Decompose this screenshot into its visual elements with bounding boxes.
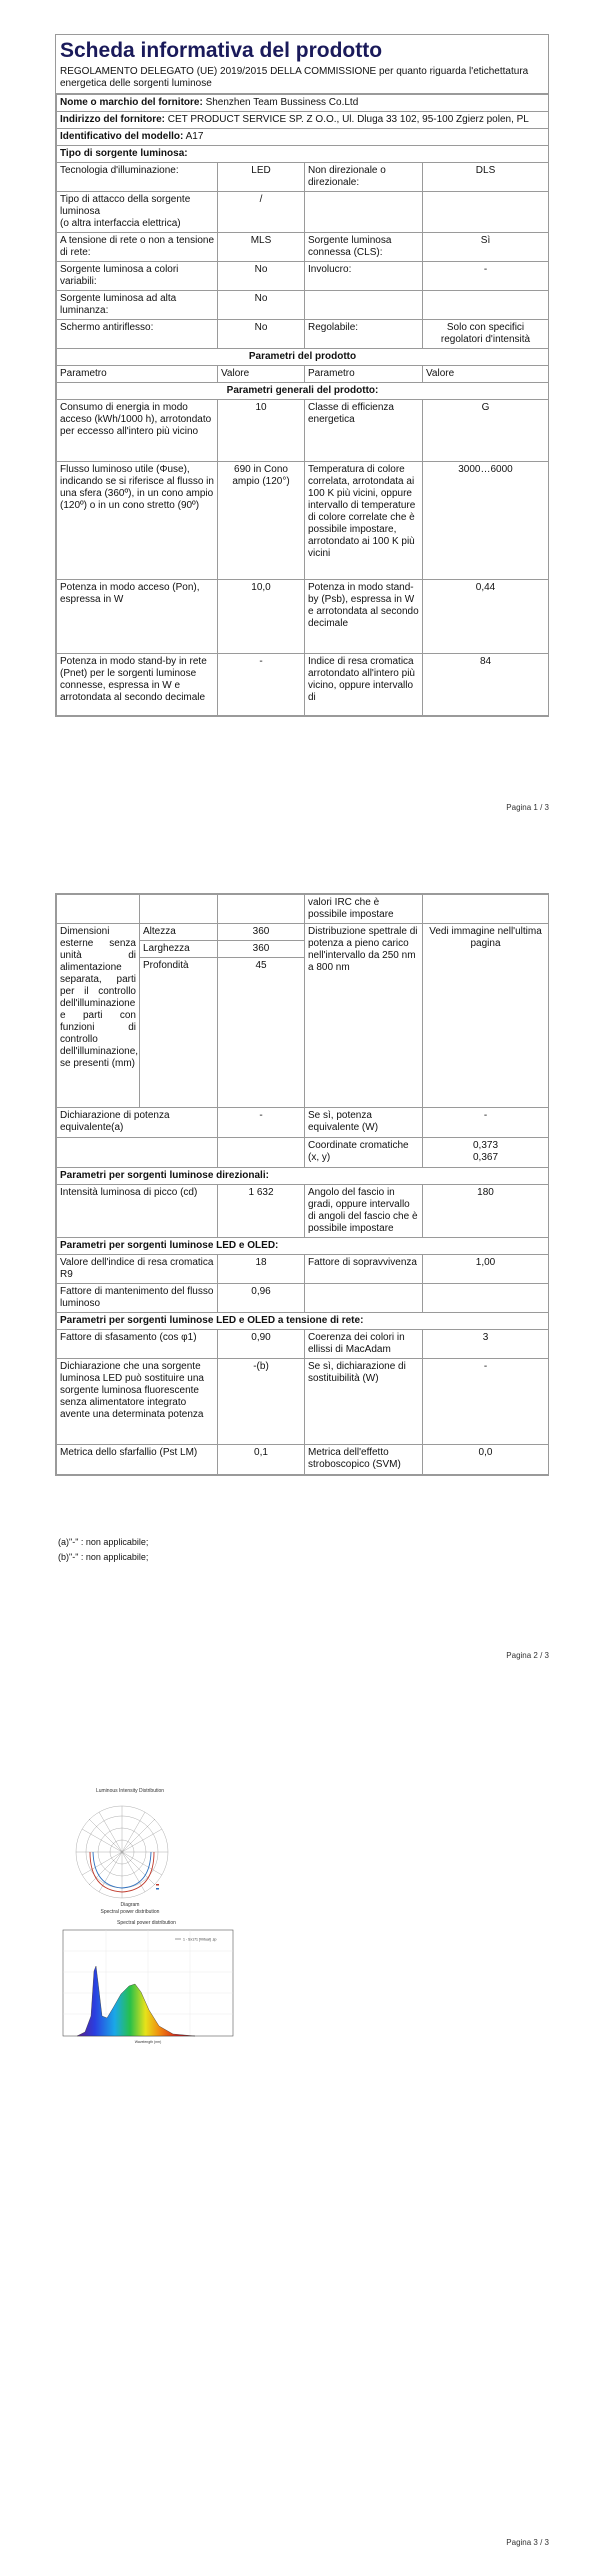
tech-row <box>57 163 549 192</box>
page-1 <box>0 0 603 820</box>
r9-value: 18 <box>218 1255 305 1284</box>
polar-chart <box>60 1780 200 1920</box>
spd-xlabel: Wavelength (nm) <box>134 2040 162 2044</box>
tech-value: LED <box>218 163 305 192</box>
value-header-2: Valore <box>423 366 549 383</box>
stroboscopic-label: Metrica dell'effetto stroboscopico (SVM) <box>305 1445 423 1475</box>
cls-label: Sorgente luminosa connessa (CLS): <box>305 233 423 262</box>
flux-label: Flusso luminoso utile (Φuse), indicando se si riferisce al flusso in una sfera (360º), in un cono ampio (120º) o in un cono stretto (90º) <box>57 462 218 580</box>
chromaticity-row <box>57 1138 549 1168</box>
cri-value: 84 <box>423 654 549 716</box>
depth-value: 45 <box>218 958 305 1108</box>
power-factor-value: 0,90 <box>218 1330 305 1359</box>
peak-row <box>57 1185 549 1238</box>
high-luminance-label: Sorgente luminosa ad alta luminanza: <box>57 291 218 320</box>
power-row <box>57 580 549 654</box>
height-label: Altezza <box>140 924 218 941</box>
page-number-1: Pagina 1 / 3 <box>506 803 549 812</box>
maintenance-value: 0,96 <box>218 1284 305 1313</box>
high-luminance-row <box>57 291 549 320</box>
survival-value: 1,00 <box>423 1255 549 1284</box>
high-luminance-value: No <box>218 291 305 320</box>
dimmable-label: Regolabile: <box>305 320 423 349</box>
mains-title-row <box>57 1313 549 1330</box>
width-label: Larghezza <box>140 941 218 958</box>
tech-label: Tecnologia d'illuminazione: <box>57 163 218 192</box>
page-number-2: Pagina 2 / 3 <box>506 1651 549 1660</box>
flicker-row <box>57 1445 549 1475</box>
color-row <box>57 262 549 291</box>
network-power-value: - <box>218 654 305 716</box>
energy-label: Consumo di energia in modo acceso (kWh/1000 h), arrotondato per eccesso all'intero più vicino <box>57 400 218 462</box>
cls-value: Sì <box>423 233 549 262</box>
mains-row <box>57 233 549 262</box>
height-value: 360 <box>218 924 305 941</box>
model-row <box>57 129 549 146</box>
equivalent-watt-label: Se sì, potenza equivalente (W) <box>305 1108 423 1138</box>
source-type-label: Tipo di sorgente luminosa: <box>57 146 549 163</box>
supplier-address-value: CET PRODUCT SERVICE SP. Z O.O., Ul. Dluga 33 102, 95-100 Zgierz polen, PL <box>167 114 529 125</box>
macadam-value: 3 <box>423 1330 549 1359</box>
supplier-address-label: Indirizzo del fornitore: <box>60 114 165 125</box>
general-title: Parametri generali del prodotto: <box>57 383 549 400</box>
polar-caption-2: Spectral power distribution <box>100 1909 160 1915</box>
cct-value: 3000…6000 <box>423 462 549 580</box>
page-3 <box>0 1780 603 2560</box>
r9-label: Valore dell'indice di resa cromatica R9 <box>57 1255 218 1284</box>
dir-title-row <box>57 1168 549 1185</box>
stroboscopic-value: 0,0 <box>423 1445 549 1475</box>
spd-figure <box>55 1920 238 2050</box>
spd-chart <box>55 1926 238 2046</box>
page2-frame <box>55 893 549 1476</box>
mains-led-title: Parametri per sorgenti luminose LED e OLED a tensione di rete: <box>57 1313 549 1330</box>
retrofit-row <box>57 1359 549 1445</box>
retrofit-watt-value: - <box>423 1359 549 1445</box>
r9-row <box>57 1255 549 1284</box>
retrofit-watt-label: Se sì, dichiarazione di sostituibilità (W) <box>305 1359 423 1445</box>
cap-label: Tipo di attacco della sorgente luminosa (o altra interfaccia elettrica) <box>57 192 218 233</box>
footnote-a: (a)"-" : non applicabile; <box>58 1537 149 1547</box>
color-label: Sorgente luminosa a colori variabili: <box>57 262 218 291</box>
retrofit-label: Dichiarazione che una sorgente luminosa LED può sostituire una sorgente luminosa fluorescente senza alimentatore integrato avente una determinata potenza <box>57 1359 218 1445</box>
supplier-name-label: Nome o marchio del fornitore: <box>60 97 203 108</box>
energy-row <box>57 400 549 462</box>
chromaticity-value: 0,373 0,367 <box>423 1138 549 1168</box>
spd-legend: 1 - Sx171 [Virtual] .sp <box>183 1937 217 1942</box>
network-power-row <box>57 654 549 716</box>
color-value: No <box>218 262 305 291</box>
standby-power-label: Potenza in modo stand-by (Psb), espressa in W e arrotondata al secondo decimale <box>305 580 423 654</box>
led-title-row <box>57 1238 549 1255</box>
value-header: Valore <box>218 366 305 383</box>
standby-power-value: 0,44 <box>423 580 549 654</box>
page-number-3: Pagina 3 / 3 <box>506 2538 549 2547</box>
spd-label: Distribuzione spettrale di potenza a pieno carico nell'intervallo da 250 nm a 800 nm <box>305 924 423 1108</box>
param-header-2: Parametro <box>305 366 423 383</box>
cri-label: Indice di resa cromatica arrotondato all'intero più vicino, oppure intervallo di <box>305 654 423 716</box>
params-title-row <box>57 349 549 366</box>
spd-title: Spectral power distribution <box>117 1920 176 1926</box>
equivalent-row <box>57 1108 549 1138</box>
on-power-value: 10,0 <box>218 580 305 654</box>
supplier-name-value: Shenzhen Team Bussiness Co.Ltd <box>205 97 359 108</box>
beam-angle-label: Angolo del fascio in gradi, oppure intervallo di angoli del fascio che è possibile impostare <box>305 1185 423 1238</box>
class-value: G <box>423 400 549 462</box>
macadam-label: Coerenza dei colori in ellissi di MacAdam <box>305 1330 423 1359</box>
supplier-address-row <box>57 112 549 129</box>
params-title: Parametri del prodotto <box>57 349 549 366</box>
energy-value: 10 <box>218 400 305 462</box>
equivalent-watt-value: - <box>423 1108 549 1138</box>
cap-row <box>57 192 549 233</box>
cri-continuation: valori IRC che è possibile impostare <box>305 895 423 924</box>
peak-intensity-value: 1 632 <box>218 1185 305 1238</box>
led-title: Parametri per sorgenti luminose LED e OLED: <box>57 1238 549 1255</box>
depth-label: Profondità <box>140 958 218 1108</box>
class-label: Classe di efficienza energetica <box>305 400 423 462</box>
polar-title: Luminous Intensity Distribution <box>95 1788 165 1794</box>
maintenance-row <box>57 1284 549 1313</box>
envelope-value: - <box>423 262 549 291</box>
product-table-2 <box>56 894 549 1475</box>
survival-label: Fattore di sopravvivenza <box>305 1255 423 1284</box>
page-2 <box>0 893 603 1693</box>
glare-row <box>57 320 549 349</box>
directional-label: Non direzionale o direzionale: <box>305 163 423 192</box>
network-power-label: Potenza in modo stand-by in rete (Pnet) per le sorgenti luminose connesse, espressa in W e arrotondata al secondo decimale <box>57 654 218 716</box>
dimmable-value: Solo con specifici regolatori d'intensità <box>423 320 549 349</box>
power-factor-label: Fattore di sfasamento (cos φ1) <box>57 1330 218 1359</box>
mains-value: MLS <box>218 233 305 262</box>
width-value: 360 <box>218 941 305 958</box>
mains-label: A tensione di rete o non a tensione di rete: <box>57 233 218 262</box>
polar-diagram <box>60 1780 200 1920</box>
dims-row-h <box>57 924 549 941</box>
peak-intensity-label: Intensità luminosa di picco (cd) <box>57 1185 218 1238</box>
footnote-b: (b)"-" : non applicabile; <box>58 1552 149 1562</box>
directional-value: DLS <box>423 163 549 192</box>
flicker-value: 0,1 <box>218 1445 305 1475</box>
cct-label: Temperatura di colore correlata, arrotondata ai 100 K più vicini, oppure intervallo di temperature di colore correlate che è possibile impostare, arrotondato ai 100 K più vicini <box>305 462 423 580</box>
flicker-label: Metrica dello sfarfallio (Pst LM) <box>57 1445 218 1475</box>
model-value: A17 <box>185 131 204 142</box>
general-title-row <box>57 383 549 400</box>
cap-value: / <box>218 192 305 233</box>
on-power-label: Potenza in modo acceso (Pon), espressa in W <box>57 580 218 654</box>
glare-label: Schermo antiriflesso: <box>57 320 218 349</box>
product-table-1 <box>56 94 549 716</box>
page-title: Scheda informativa del prodotto <box>60 39 383 62</box>
envelope-label: Involucro: <box>305 262 423 291</box>
page1-frame <box>55 34 549 717</box>
model-label: Identificativo del modello: <box>60 131 184 142</box>
cri-cont-row <box>57 895 549 924</box>
source-type-row <box>57 146 549 163</box>
equivalent-label: Dichiarazione di potenza equivalente(a) <box>57 1108 218 1138</box>
pf-row <box>57 1330 549 1359</box>
chromaticity-label: Coordinate cromatiche (x, y) <box>305 1138 423 1168</box>
maintenance-label: Fattore di mantenimento del flusso luminoso <box>57 1284 218 1313</box>
directional-title: Parametri per sorgenti luminose direzionali: <box>57 1168 549 1185</box>
retrofit-value: -(b) <box>218 1359 305 1445</box>
regulation-text: REGOLAMENTO DELEGATO (UE) 2019/2015 DELLA COMMISSIONE per quanto riguarda l'etichettatura energetica delle sorgenti luminose <box>56 66 548 94</box>
supplier-name-row <box>57 95 549 112</box>
flux-value: 690 in Cono ampio (120°) <box>218 462 305 580</box>
param-header: Parametro <box>57 366 218 383</box>
glare-value: No <box>218 320 305 349</box>
equivalent-value: - <box>218 1108 305 1138</box>
beam-angle-value: 180 <box>423 1185 549 1238</box>
dimensions-label: Dimensioni esterne senza unità di alimentazione separata, parti per il controllo dell'illuminazione e parti con funzioni di controllo dell'illuminazione, se presenti (mm) <box>57 924 140 1108</box>
flux-row <box>57 462 549 580</box>
polar-caption-1: Diagram <box>120 1902 140 1908</box>
spd-value: Vedi immagine nell'ultima pagina <box>423 924 549 1108</box>
params-head-row <box>57 366 549 383</box>
